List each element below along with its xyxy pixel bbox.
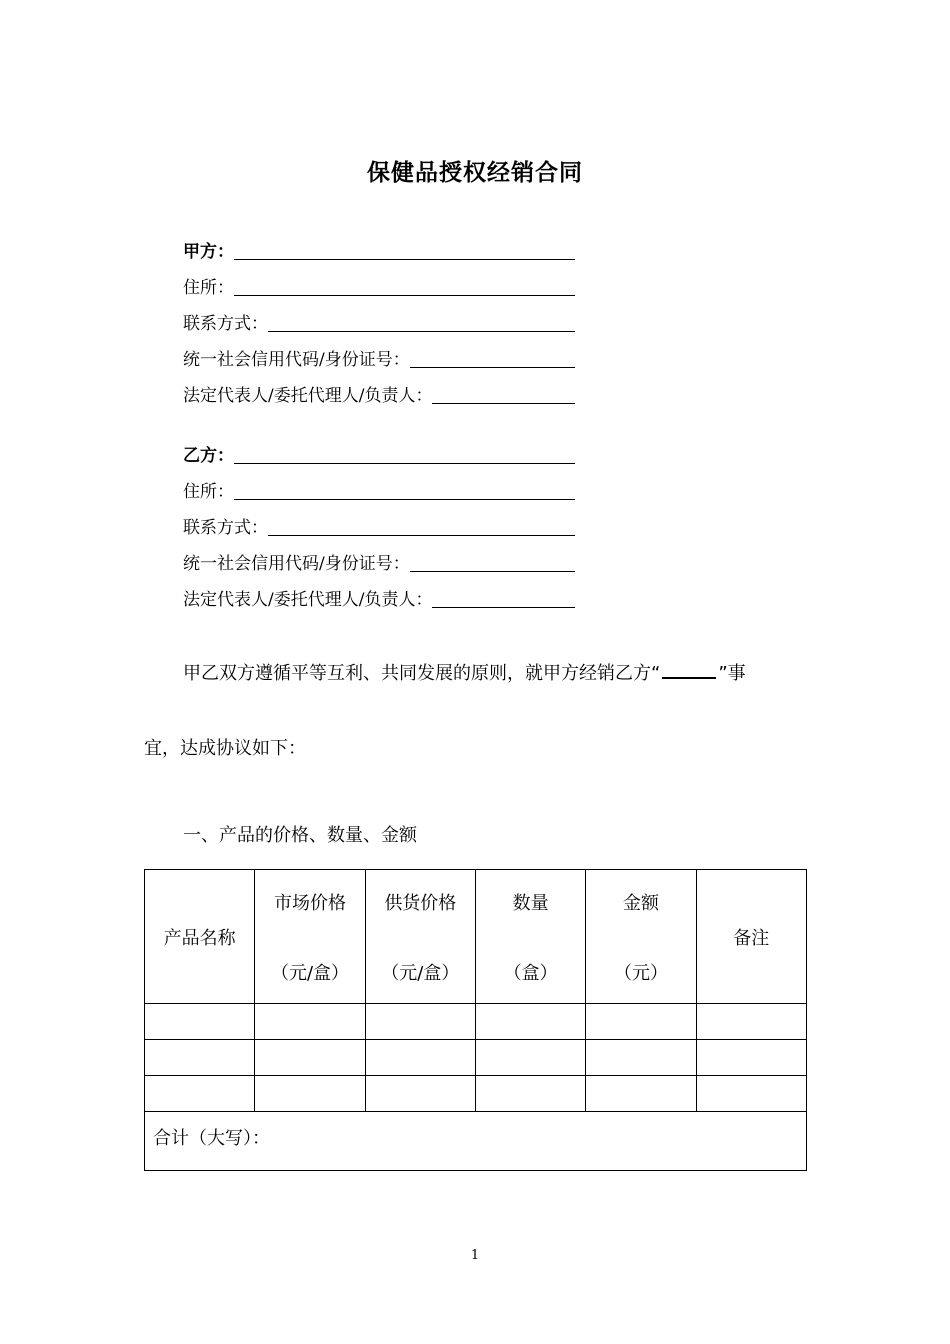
party-a-rep-blank[interactable] (432, 402, 575, 404)
header-market-price-text: 市场价格 (273, 892, 346, 914)
intro-line-1-after: ”事 (718, 663, 746, 684)
party-b-rep-label: 法定代表人/委托代理人/负责人： (183, 590, 433, 610)
party-b-contact-label: 联系方式： (183, 518, 268, 538)
party-b-label: 乙方： (183, 446, 234, 466)
header-supply-price-text: 供货价格 (384, 892, 457, 914)
header-market-price-unit: （元/盒） (270, 962, 350, 984)
party-a-address-blank[interactable] (234, 294, 575, 296)
header-quantity-text: 数量 (512, 892, 549, 914)
header-supply-price-unit: （元/盒） (381, 962, 460, 984)
party-b-address-line (183, 468, 575, 504)
table-header-row (145, 870, 807, 1004)
header-supply-price (365, 870, 475, 1004)
party-b-name-line (183, 432, 575, 468)
table-cell[interactable] (696, 1004, 806, 1040)
table-cell[interactable] (365, 1040, 475, 1076)
table-row (145, 1004, 807, 1040)
header-product-name-text: 产品名称 (163, 927, 236, 949)
party-a-name-blank[interactable] (234, 258, 575, 260)
party-a-rep-label: 法定代表人/委托代理人/负责人： (183, 386, 433, 406)
table-cell[interactable] (145, 1076, 255, 1112)
header-market-price (255, 870, 365, 1004)
party-a-block (183, 228, 575, 408)
table-cell[interactable] (475, 1040, 585, 1076)
party-a-credit-line (183, 336, 575, 372)
party-a-contact-label: 联系方式： (183, 314, 268, 334)
party-b-credit-line (183, 540, 575, 576)
goods-table (144, 869, 807, 1171)
header-quantity-unit: （盒） (503, 962, 558, 984)
section-1-title: 一、产品的价格、数量、金额 (183, 825, 417, 846)
header-remark (696, 870, 806, 1004)
party-a-name-line (183, 228, 575, 264)
intro-line-1-before: 甲乙双方遵循平等互利、共同发展的原则，就甲方经销乙方“ (183, 663, 661, 684)
header-amount (586, 870, 696, 1004)
table-cell[interactable] (255, 1004, 365, 1040)
intro-line-2: 宜，达成协议如下： (144, 738, 306, 759)
party-b-rep-line (183, 576, 575, 612)
party-a-address-label: 住所： (183, 278, 234, 298)
total-cell[interactable] (145, 1112, 807, 1171)
party-b-block (183, 432, 575, 612)
party-a-label: 甲方： (183, 242, 234, 262)
table-row (145, 1076, 807, 1112)
table-cell[interactable] (475, 1076, 585, 1112)
table-cell[interactable] (696, 1040, 806, 1076)
table-cell[interactable] (145, 1040, 255, 1076)
intro-line-1 (183, 659, 807, 685)
party-a-contact-blank[interactable] (268, 330, 575, 332)
table-cell[interactable] (586, 1076, 696, 1112)
party-b-credit-blank[interactable] (410, 570, 575, 572)
party-b-address-blank[interactable] (234, 498, 575, 500)
header-amount-text: 金额 (622, 892, 659, 914)
table-cell[interactable] (365, 1004, 475, 1040)
total-label: 合计（大写）： (153, 1128, 270, 1149)
party-a-contact-line (183, 300, 575, 336)
page-number: 1 (470, 1248, 480, 1263)
table-cell[interactable] (255, 1076, 365, 1112)
table-cell[interactable] (586, 1040, 696, 1076)
party-b-name-blank[interactable] (234, 462, 575, 464)
header-quantity (475, 870, 585, 1004)
document-title: 保健品授权经销合同 (367, 159, 583, 186)
party-b-rep-blank[interactable] (432, 606, 575, 608)
party-a-credit-label: 统一社会信用代码/身份证号： (183, 350, 410, 370)
table-cell[interactable] (696, 1076, 806, 1112)
party-b-contact-blank[interactable] (268, 534, 575, 536)
party-b-credit-label: 统一社会信用代码/身份证号： (183, 554, 410, 574)
header-product-name (145, 870, 255, 1004)
header-amount-unit: （元） (613, 962, 668, 984)
table-cell[interactable] (365, 1076, 475, 1112)
product-name-blank[interactable] (662, 659, 716, 679)
party-a-credit-blank[interactable] (410, 366, 575, 368)
party-b-contact-line (183, 504, 575, 540)
party-a-rep-line (183, 372, 575, 408)
party-a-address-line (183, 264, 575, 300)
table-row (145, 1040, 807, 1076)
table-cell[interactable] (475, 1004, 585, 1040)
table-cell[interactable] (255, 1040, 365, 1076)
table-total-row (145, 1112, 807, 1171)
table-cell[interactable] (586, 1004, 696, 1040)
header-remark-text: 备注 (733, 927, 770, 949)
table-cell[interactable] (145, 1004, 255, 1040)
party-b-address-label: 住所： (183, 482, 234, 502)
